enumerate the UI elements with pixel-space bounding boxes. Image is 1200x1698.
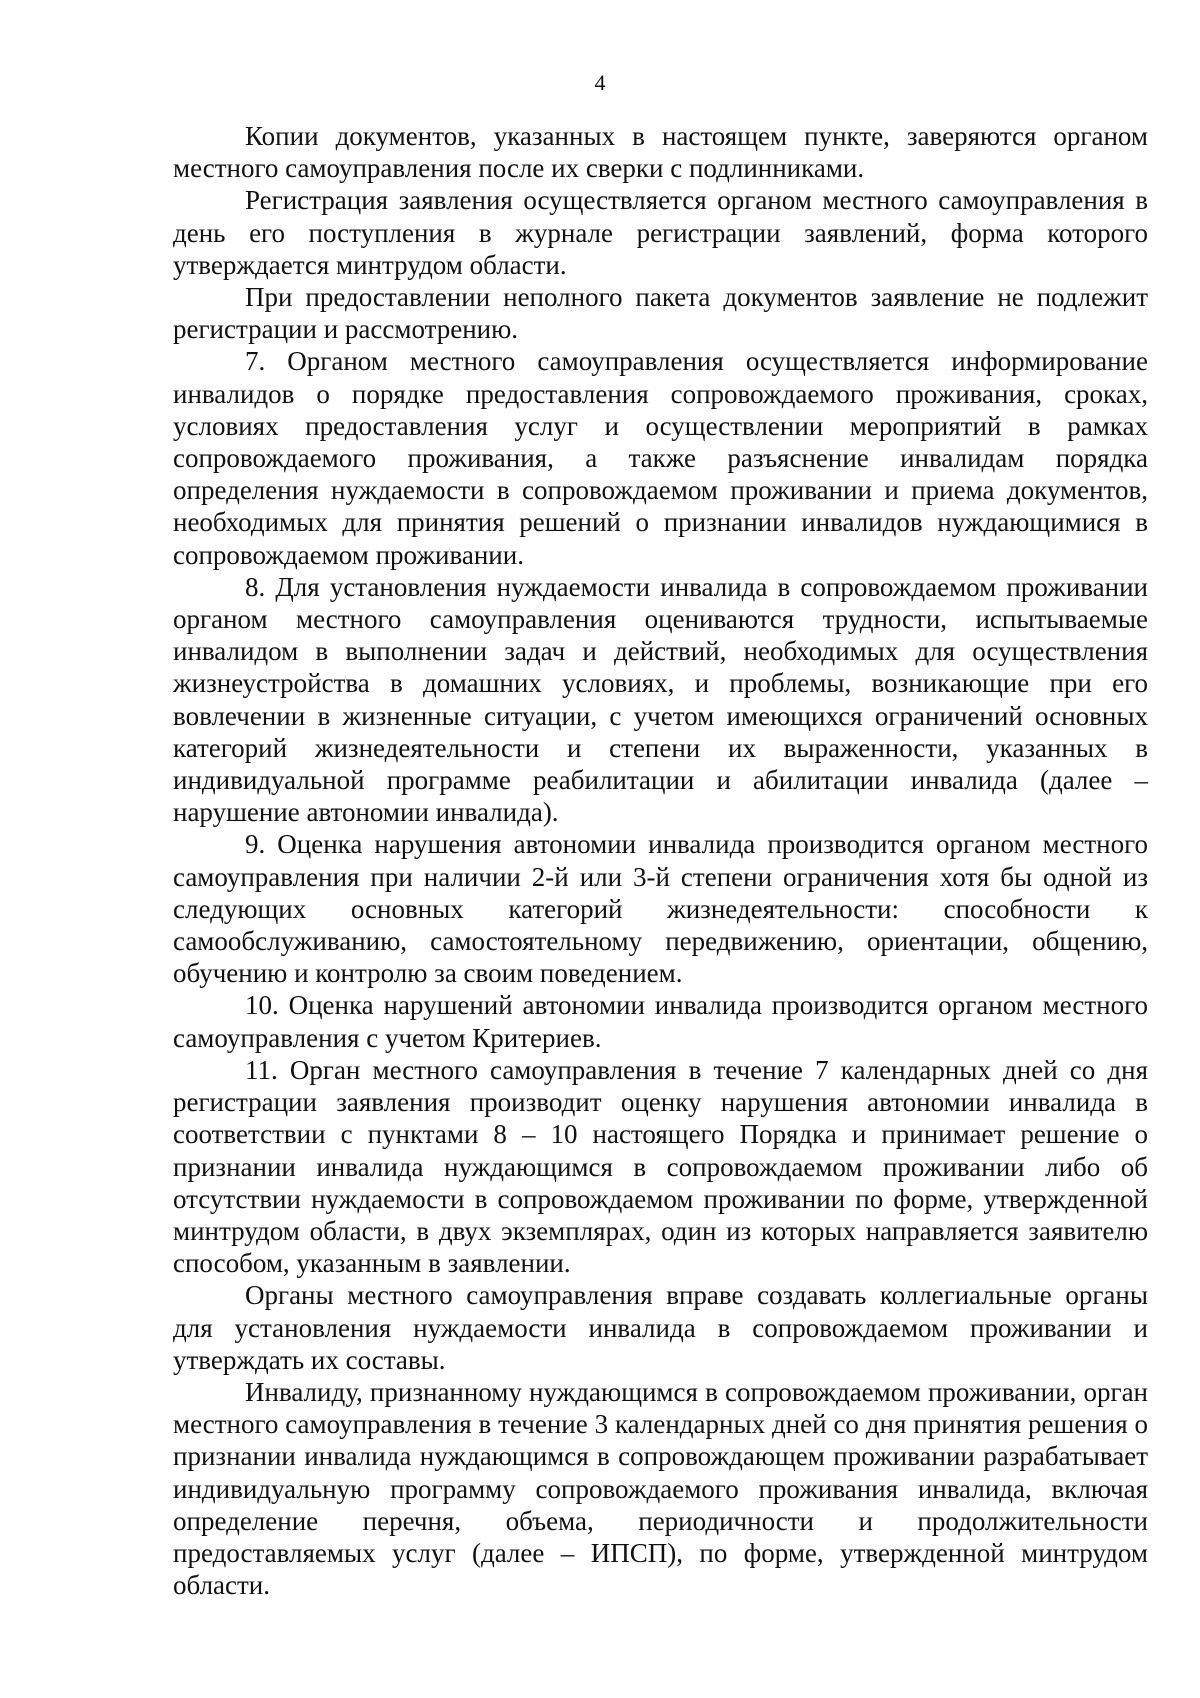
paragraph-item-9: 9. Оценка нарушения автономии инвалида производится органом местного самоуправления при наличии 2-й или 3-й степени ограничения хотя бы одной из следующих основных категорий жизнедеятельности: способности к самообслуживанию, самостоятельному передвижению, ориентации, общению, обучению и контролю за своим поведением. (173, 829, 1148, 989)
paragraph-ipsp: Инвалиду, признанному нуждающимся в сопровождаемом проживании, орган местного самоуправления в течение 3 календарных дней со дня принятия решения о признании инвалида нуждающимся в сопровождающем проживании разрабатывает индивидуальную программу сопровождаемого проживания инвалида, включая определение перечня, объема, периодичности и продолжительности предоставляемых услуг (далее – ИПСП), по форме, утвержденной минтрудом области. (173, 1376, 1148, 1601)
paragraph-item-8: 8. Для установления нуждаемости инвалида в сопровождаемом проживании органом местного самоуправления оцениваются трудности, испытываемые инвалидом в выполнении задач и действий, необходимых для осуществления жизнеустройства в домашних условиях, и проблемы, возникающие при его вовлечении в жизненные ситуации, с учетом имеющихся ограничений основных категорий жизнедеятельности и степени их выраженности, указанных в индивидуальной программе реабилитации и абилитации инвалида (далее – нарушение автономии инвалида). (173, 571, 1148, 828)
paragraph-item-11: 11. Орган местного самоуправления в течение 7 календарных дней со дня регистрации заявления производит оценку нарушения автономии инвалида в соответствии с пунктами 8 – 10 настоящего Порядка и принимает решение о признании инвалида нуждающимся в сопровождаемом проживании либо об отсутствии нуждаемости в сопровождаемом проживании по форме, утвержденной минтрудом области, в двух экземплярах, один из которых направляется заявителю способом, указанным в заявлении. (173, 1054, 1148, 1279)
paragraph-copies-certification: Копии документов, указанных в настоящем пункте, заверяются органом местного самоуправления после их сверки с подлинниками. (173, 121, 1148, 184)
page-number: 4 (594, 70, 606, 95)
document-body (173, 120, 1148, 1601)
paragraph-item-10: 10. Оценка нарушений автономии инвалида производится органом местного самоуправления с учетом Критериев. (173, 990, 1148, 1053)
paragraph-incomplete-package: При предоставлении неполного пакета документов заявление не подлежит регистрации и рассмотрению. (173, 282, 1148, 345)
paragraph-item-7: 7. Органом местного самоуправления осуществляется информирование инвалидов о порядке предоставления сопровождаемого проживания, сроках, условиях предоставления услуг и осуществлении мероприятий в рамках сопровождаемого проживания, а также разъяснение инвалидам порядка определения нуждаемости в сопровождаемом проживании и приема документов, необходимых для принятия решений о признании инвалидов нуждающимися в сопровождаемом проживании. (173, 346, 1148, 570)
paragraph-collegial-bodies: Органы местного самоуправления вправе создавать коллегиальные органы для установления нуждаемости инвалида в сопровождаемом проживании и утверждать их составы. (173, 1280, 1148, 1375)
paragraph-application-registration: Регистрация заявления осуществляется органом местного самоуправления в день его поступления в журнале регистрации заявлений, форма которого утверждается минтрудом области. (173, 185, 1148, 280)
